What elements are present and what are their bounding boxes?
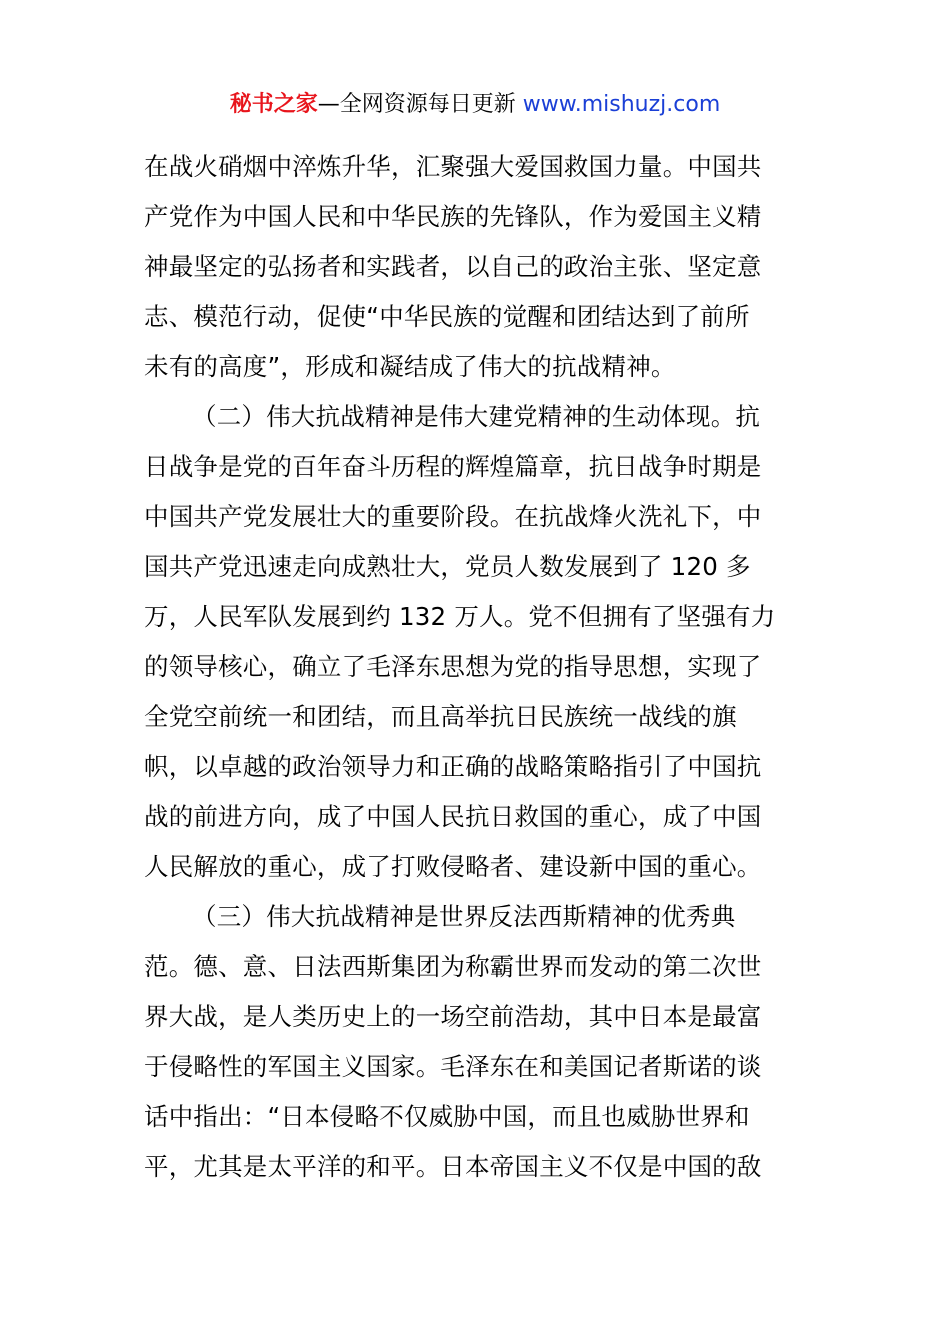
text-line: （三）伟大抗战精神是世界反法西斯精神的优秀典	[192, 902, 736, 931]
site-tagline: —全网资源每日更新	[317, 92, 523, 117]
text-line: 话中指出：“日本侵略不仅威胁中国，而且也威胁世界和	[144, 1102, 750, 1131]
page-header	[0, 88, 950, 122]
text-line: 帜，以卓越的政治领导力和正确的战略策略指引了中国抗	[144, 752, 762, 781]
text-line: 中国共产党发展壮大的重要阶段。在抗战烽火洗礼下，中	[144, 502, 762, 531]
text-line: 平，尤其是太平洋的和平。日本帝国主义不仅是中国的敌	[144, 1152, 762, 1181]
text-line: 战的前进方向，成了中国人民抗日救国的重心，成了中国	[144, 802, 762, 831]
text-line: 的领导核心，确立了毛泽东思想为党的指导思想，实现了	[144, 652, 762, 681]
text-line: 范。德、意、日法西斯集团为称霸世界而发动的第二次世	[144, 952, 762, 981]
text-line: （二）伟大抗战精神是伟大建党精神的生动体现。抗	[192, 402, 761, 431]
text-line: 人民解放的重心，成了打败侵略者、建设新中国的重心。	[144, 852, 762, 881]
text-line: 界大战，是人类历史上的一场空前浩劫，其中日本是最富	[144, 1002, 762, 1031]
text-line: 于侵略性的军国主义国家。毛泽东在和美国记者斯诺的谈	[144, 1052, 762, 1081]
text-line: 在战火硝烟中淬炼升华，汇聚强大爱国救国力量。中国共	[144, 152, 762, 181]
site-url[interactable]: www.mishuzj.com	[522, 92, 721, 117]
text-line: 日战争是党的百年奋斗历程的辉煌篇章，抗日战争时期是	[144, 452, 762, 481]
site-brand: 秘书之家	[229, 92, 318, 117]
text-line: 产党作为中国人民和中华民族的先锋队，作为爱国主义精	[144, 202, 762, 231]
text-line: 未有的高度”，形成和凝结成了伟大的抗战精神。	[144, 352, 676, 381]
text-line: 国共产党迅速走向成熟壮大，党员人数发展到了 120 多	[144, 552, 751, 581]
text-line: 志、模范行动，促使“中华民族的觉醒和团结达到了前所	[144, 302, 750, 331]
text-line: 万，人民军队发展到约 132 万人。党不但拥有了坚强有力	[144, 602, 776, 631]
text-line: 全党空前统一和团结，而且高举抗日民族统一战线的旗	[144, 702, 737, 731]
document-body	[144, 142, 808, 1192]
text-line: 神最坚定的弘扬者和实践者，以自己的政治主张、坚定意	[144, 252, 762, 281]
